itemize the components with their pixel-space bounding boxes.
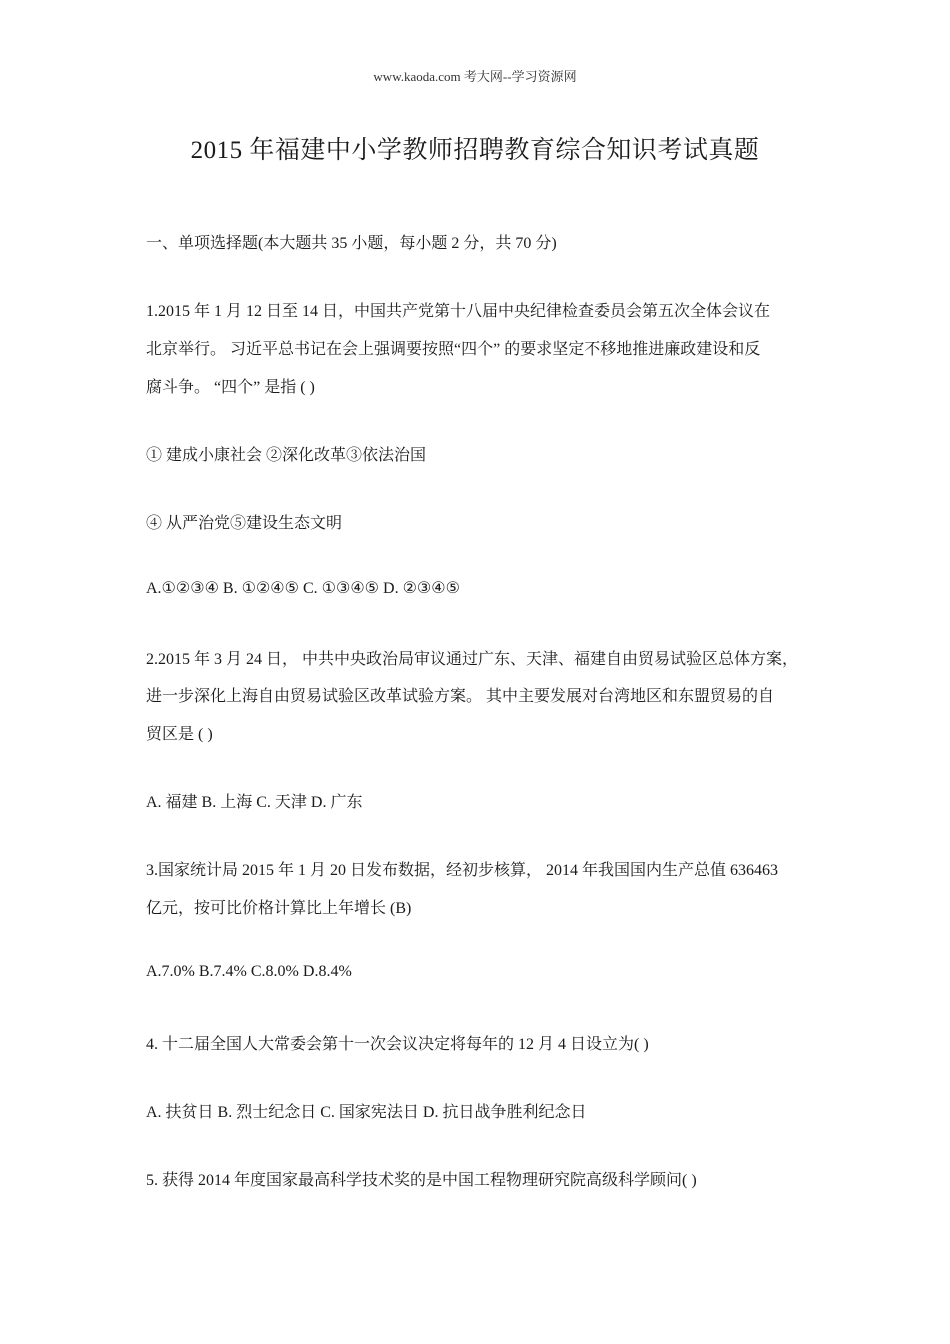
page-header: www.kaoda.com 考大网--学习资源网 [373,69,577,84]
question-3-options: A.7.0% B.7.4% C.8.0% D.8.4% [146,963,352,980]
question-1-line-3: 腐斗争。 “四个” 是指 ( ) [146,379,315,396]
question-1-line-2: 北京举行。 习近平总书记在会上强调要按照“四个” 的要求坚定不移地推进廉政建设和反 [146,341,761,358]
question-5-line-1: 5. 获得 2014 年度国家最高科学技术奖的是中国工程物理研究院高级科学顾问( ) [146,1172,697,1189]
question-4-options: A. 扶贫日 B. 烈士纪念日 C. 国家宪法日 D. 抗日战争胜利纪念日 [146,1104,587,1121]
question-1-items-2: ④ 从严治党⑤建设生态文明 [146,515,343,532]
question-2-line-1: 2.2015 年 3 月 24 日， 中共中央政治局审议通过广东、天津、福建自由贸易试验区总体方案， [146,651,799,668]
section-heading: 一、单项选择题(本大题共 35 小题，每小题 2 分，共 70 分) [146,235,557,252]
question-1-options: A.①②③④ B. ①②④⑤ C. ①③④⑤ D. ②③④⑤ [146,580,460,597]
question-2-line-2: 进一步深化上海自由贸易试验区改革试验方案。 其中主要发展对台湾地区和东盟贸易的自 [146,688,775,705]
question-3-line-2: 亿元，按可比价格计算比上年增长 (B) [146,900,412,917]
question-1-line-1: 1.2015 年 1 月 12 日至 14 日，中国共产党第十八届中央纪律检查委员会第五次全体会议在 [146,303,771,320]
page-title: 2015 年福建中小学教师招聘教育综合知识考试真题 [190,137,760,164]
question-4-line-1: 4. 十二届全国人大常委会第十一次会议决定将每年的 12 月 4 日设立为( ) [146,1036,649,1053]
question-1-items-1: ① 建成小康社会 ②深化改革③依法治国 [146,447,427,464]
question-2-line-3: 贸区是 ( ) [146,726,213,743]
question-2-options: A. 福建 B. 上海 C. 天津 D. 广东 [146,794,363,811]
question-3-line-1: 3.国家统计局 2015 年 1 月 20 日发布数据，经初步核算， 2014 年我国国内生产总值 636463 [146,862,779,879]
